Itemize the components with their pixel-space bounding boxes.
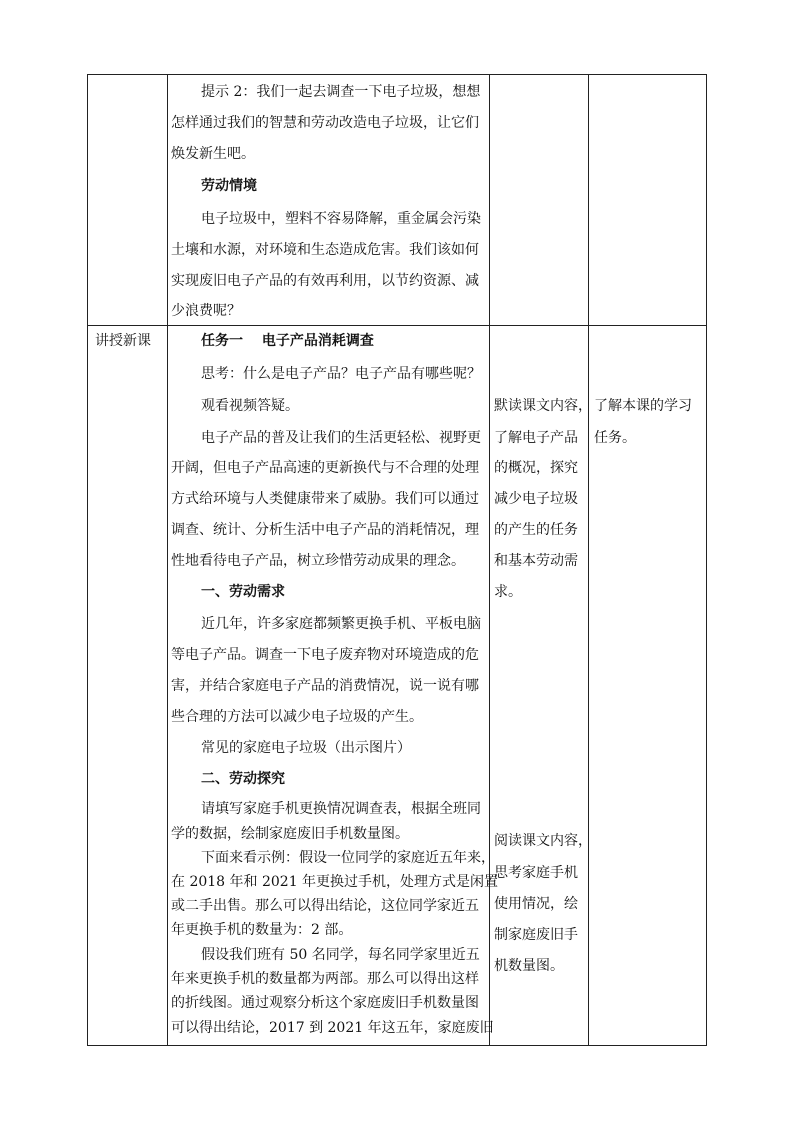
content-line: 请填写家庭手机更换情况调查表，根据全班同 [201,801,481,817]
content-line: 开阔，但电子产品高速的更新换代与不合理的处理 [171,460,479,476]
content-line: 观看视频答疑。 [201,398,299,414]
table-border-col3 [588,74,589,1046]
content-line: 年来更换手机的数量都为两部。那么可以得出这样 [171,971,479,987]
table-border-bottom [87,1045,707,1046]
content-line: 常见的家庭电子垃圾（出示图片） [201,740,411,756]
activity-line: 的产生的任务 [494,522,578,538]
content-line: 害，并结合家庭电子产品的消费情况，说一说有哪 [171,678,479,694]
table-border-col2 [489,74,490,1046]
content-line: 近几年，许多家庭都频繁更换手机、平板电脑 [201,616,481,632]
task-title: 任务一 电子产品消耗调查 [201,333,374,349]
heading-labor-situation: 劳动情境 [201,178,257,194]
activity-line: 和基本劳动需 [494,553,578,569]
table-row-divider [87,325,707,326]
content-line: 调查、统计、分析生活中电子产品的消耗情况，理 [171,522,479,538]
situation-line: 实现废旧电子产品的有效再利用，以节约资源、减 [171,273,479,289]
activity-line: 默读课文内容， [494,398,592,414]
table-border-col1 [167,74,168,1046]
table-border-right [706,74,707,1046]
activity-line: 机数量图。 [494,958,564,974]
activity-line: 制家庭废旧手 [494,927,578,943]
content-line: 或二手出售。那么可以得出结论，这位同学家近五 [171,898,479,914]
heading-labor-needs: 一、劳动需求 [201,584,285,600]
situation-line: 电子垃圾中，塑料不容易降解，重金属会污染 [201,211,481,227]
content-line: 方式给环境与人类健康带来了威胁。我们可以通过 [171,491,479,507]
activity-line: 减少电子垃圾 [494,491,578,507]
activity-line: 使用情况，绘 [494,896,578,912]
activity-line: 了解电子产品 [494,430,578,446]
intent-line: 任务。 [594,430,636,446]
activity-line: 求。 [494,584,522,600]
table-border-left [87,74,88,1046]
content-line: 学的数据，绘制家庭废旧手机数量图。 [171,826,409,842]
content-line: 年更换手机的数量为：2 部。 [171,922,353,938]
activity-line: 思考家庭手机 [494,865,578,881]
content-line: 在 2018 年和 2021 年更换过手机，处理方式是闲置 [171,874,499,890]
activity-line: 阅读课文内容， [494,833,592,849]
content-line: 性地看待电子产品，树立珍惜劳动成果的理念。 [171,553,465,569]
situation-line: 土壤和水源，对环境和生态造成危害。我们该如何 [171,242,479,258]
table-border-top [87,74,707,75]
content-line: 下面来看示例：假设一位同学的家庭近五年来， [201,850,495,866]
heading-labor-exploration: 二、劳动探究 [201,771,285,787]
hint-line: 焕发新生吧。 [171,146,255,162]
section-label: 讲授新课 [95,333,151,349]
content-line: 的折线图。通过观察分析这个家庭废旧手机数量图 [171,995,479,1011]
hint-line: 提示 2：我们一起去调查一下电子垃圾，想想 [201,84,481,100]
content-line: 假设我们班有 50 名同学，每名同学家里近五 [201,947,480,963]
content-line: 思考：什么是电子产品？电子产品有哪些呢？ [201,366,481,382]
content-line: 等电子产品。调查一下电子废弃物对环境造成的危 [171,647,479,663]
content-line: 电子产品的普及让我们的生活更轻松、视野更 [201,430,481,446]
hint-line: 怎样通过我们的智慧和劳动改造电子垃圾，让它们 [171,115,479,131]
situation-line: 少浪费呢？ [171,303,241,319]
activity-line: 的概况，探究 [494,460,578,476]
intent-line: 了解本课的学习 [594,398,692,414]
content-line: 些合理的方法可以减少电子垃圾的产生。 [171,709,423,725]
content-line: 可以得出结论，2017 到 2021 年这五年，家庭废旧 [171,1020,494,1036]
